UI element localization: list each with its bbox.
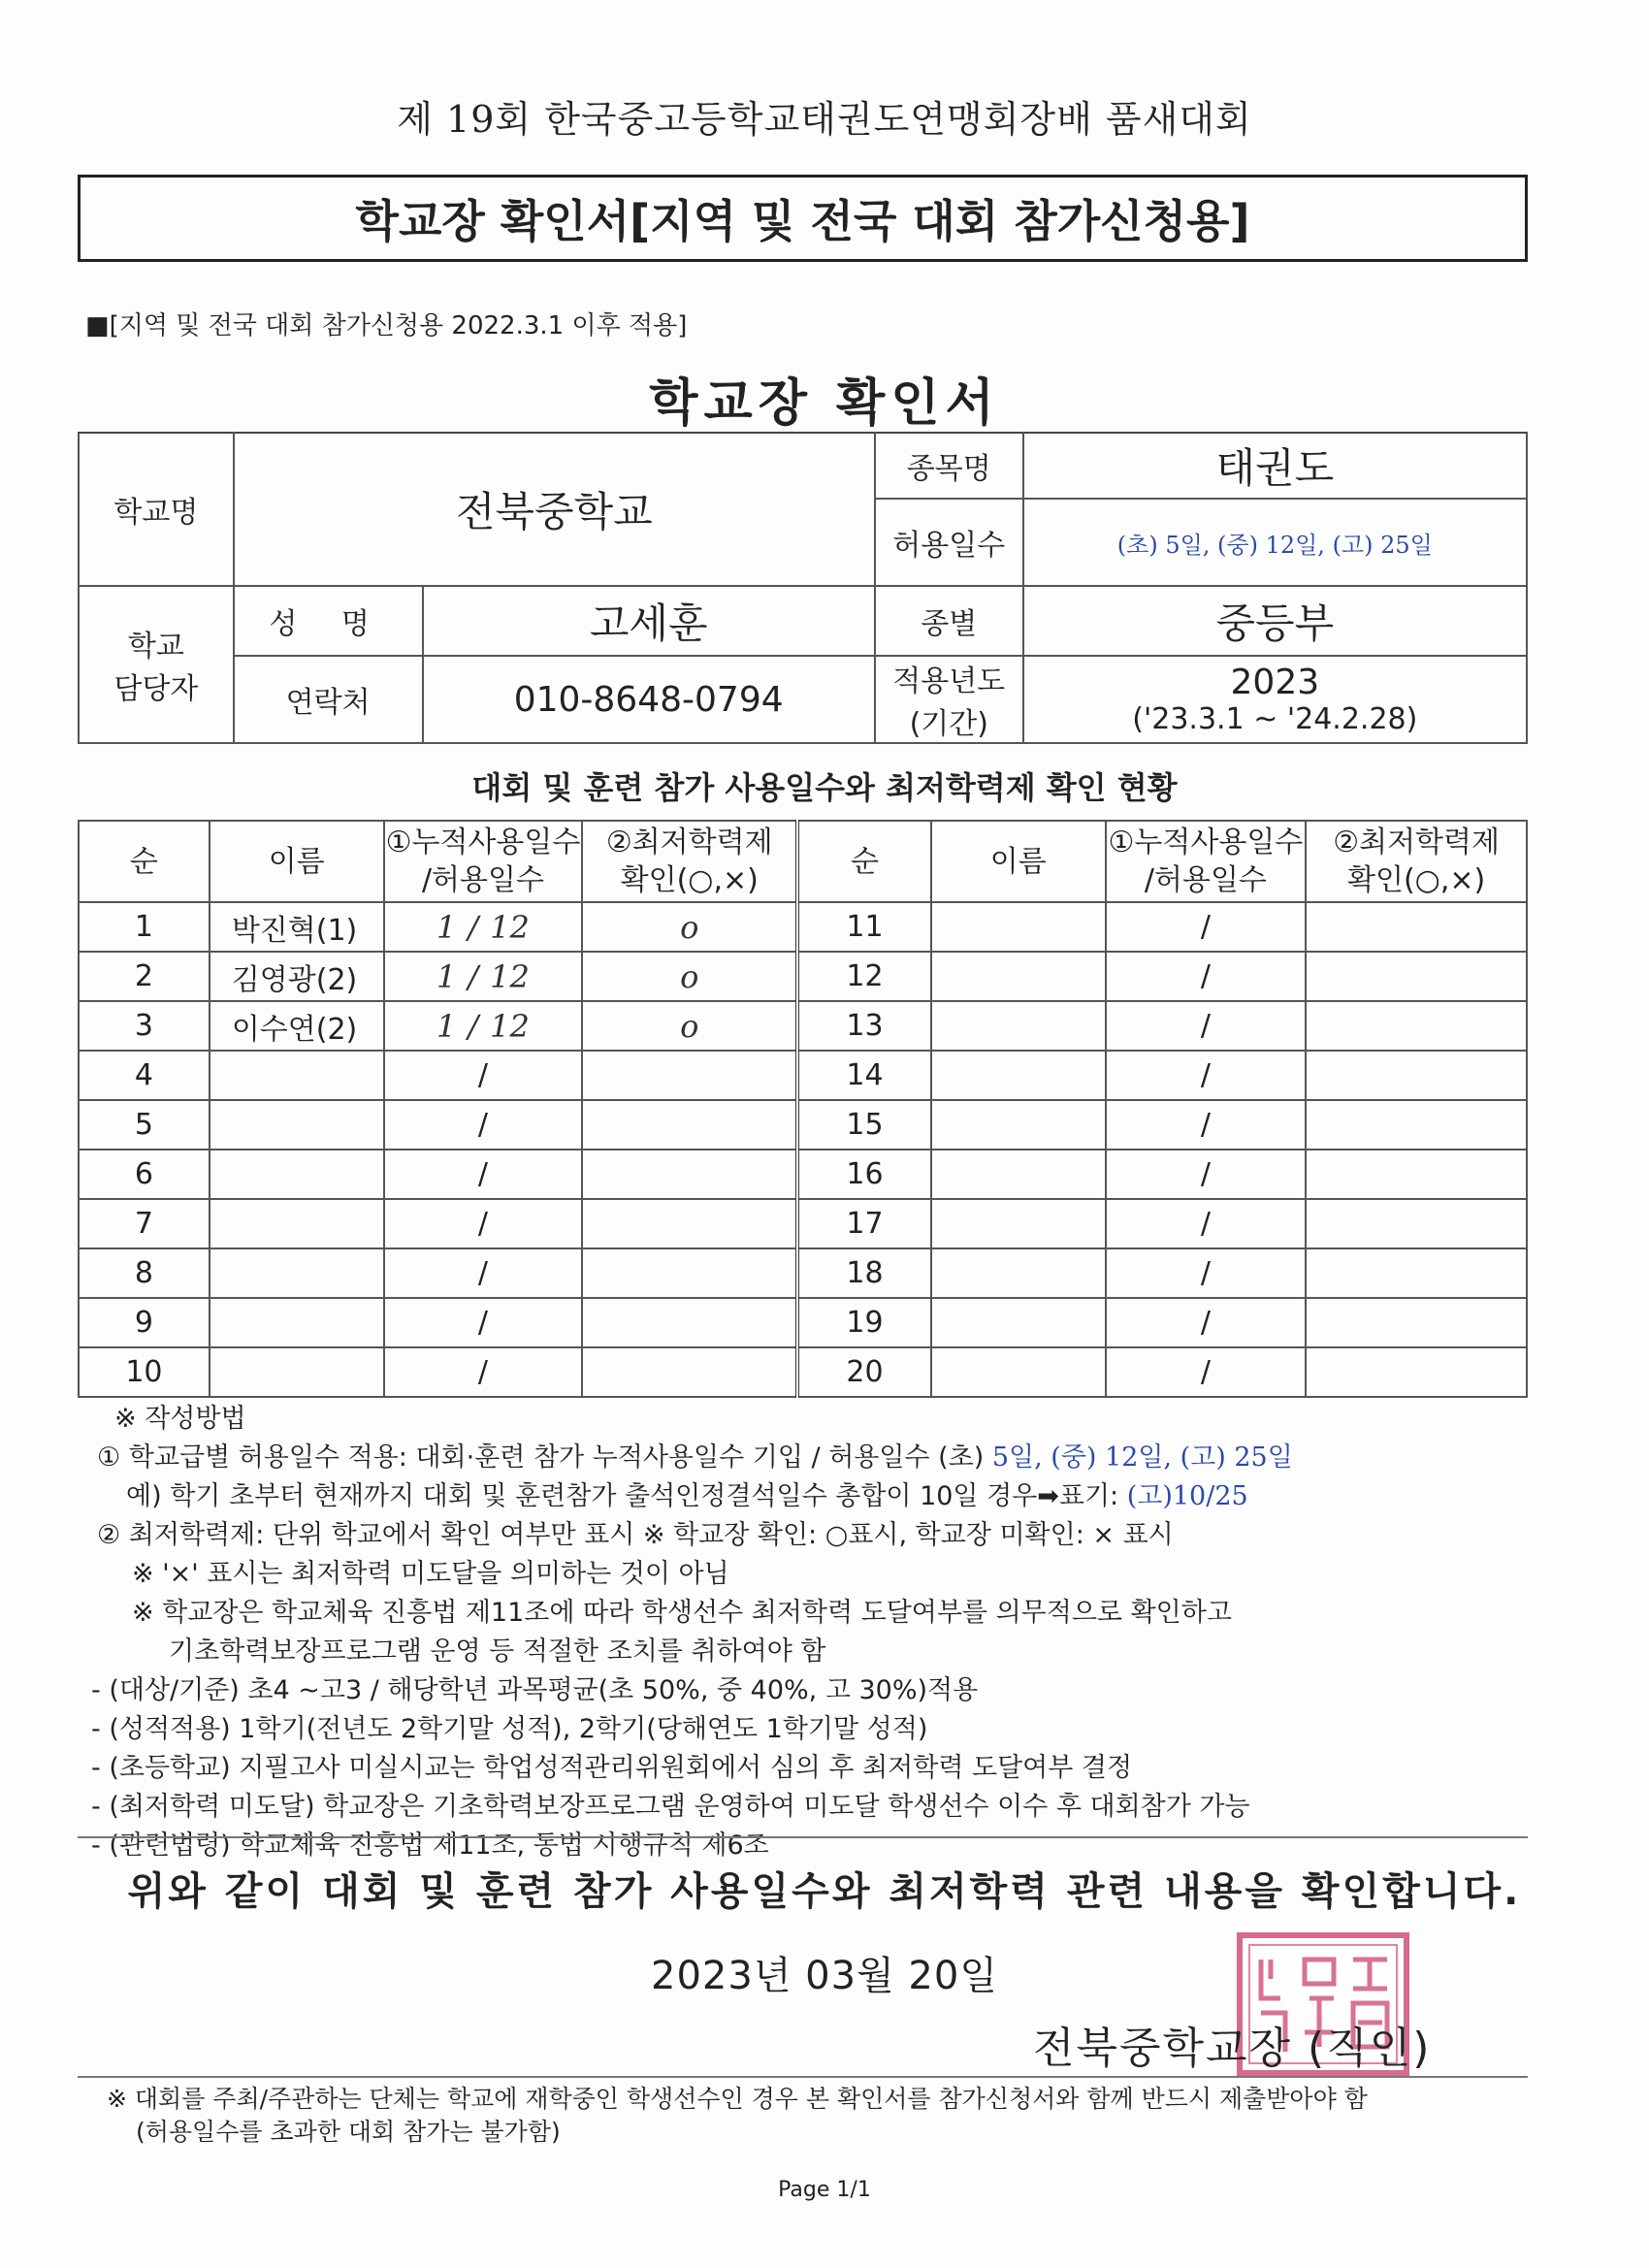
row-name-right (931, 1001, 1106, 1051)
year-label (875, 656, 1023, 743)
row-days-right: / (1106, 1001, 1307, 1051)
row-days (384, 952, 583, 1001)
table-row (79, 1199, 1527, 1248)
confirmation-statement: 위와 같이 대회 및 훈련 참가 사용일수와 최저학력 관련 내용을 확인합니다. (127, 1869, 1522, 1914)
row-check (582, 1248, 797, 1298)
row-no-right: 20 (797, 1347, 931, 1397)
row-check-right (1306, 1100, 1527, 1150)
footnote-line2: (허용일수를 초과한 대회 참가는 불가함) (136, 2118, 561, 2146)
col-check-right (1306, 821, 1527, 902)
form-note: ■[지역 및 전국 대회 참가신청용 2022.3.1 이후 적용] (85, 311, 688, 340)
year-label-line2: (기간) (909, 707, 988, 741)
row-name (210, 1150, 384, 1199)
signer-line (1033, 2013, 1431, 2075)
signer-name: 전북중학교장 (1033, 2024, 1293, 2073)
row-check-right (1306, 952, 1527, 1001)
table-row (79, 1150, 1527, 1199)
row-check (582, 1347, 797, 1397)
used-days: 1 (436, 957, 457, 995)
row-name-right (931, 1347, 1106, 1397)
divider (78, 1836, 1528, 1838)
note-2: ② 최저학력제: 단위 학교에서 확인 여부만 표시 ※ 학교장 확인: ○표시, 학교장 미확인: × 표시 (97, 1520, 1174, 1550)
col-no: 순 (79, 821, 210, 902)
contact-person-label (79, 586, 234, 743)
note-3: ※ '×' 표시는 최저학력 미도달을 의미하는 것이 아님 (132, 1559, 729, 1589)
table-row (79, 1051, 1527, 1100)
note-1b-tail: 표기: (1058, 1481, 1127, 1511)
row-check-right (1306, 1248, 1527, 1298)
row-name (210, 1199, 384, 1248)
allowed-days-value: (초) 5일, (중) 12일, (고) 25일 (1023, 499, 1527, 586)
slash: / (468, 957, 479, 995)
row-days: / (384, 1298, 583, 1347)
allowed-days: 12 (490, 908, 530, 946)
slash: / (468, 1007, 479, 1045)
row-days-right: / (1106, 1150, 1307, 1199)
row-days-right: / (1106, 1051, 1307, 1100)
row-days: / (384, 1248, 583, 1298)
row-days: / (384, 1150, 583, 1199)
row-no-right: 12 (797, 952, 931, 1001)
note-4b: 기초학력보장프로그램 운영 등 적절한 조치를 취하여야 함 (169, 1636, 826, 1667)
row-check (582, 1051, 797, 1100)
note-1b-value: (고)10/25 (1126, 1481, 1248, 1511)
col-check-line2: 확인(○,×) (620, 863, 759, 897)
row-name (210, 1100, 384, 1150)
used-days: 1 (436, 908, 457, 946)
bullet-2: - (성적적용) 1학기(전년도 2학기말 성적), 2학기(당해연도 1학기말 성적) (91, 1714, 928, 1744)
row-check-right (1306, 902, 1527, 952)
bullet-5: - (관련법령) 학교체육 진흥법 제11조, 동법 시행규칙 제6조 (91, 1831, 769, 1861)
row-check: o (582, 1001, 797, 1051)
row-no-right: 11 (797, 902, 931, 952)
school-label: 학교명 (79, 433, 234, 586)
table-row (79, 1298, 1527, 1347)
row-no-right: 14 (797, 1051, 931, 1100)
sport-value: 태권도 (1023, 433, 1527, 499)
box-title: 학교장 확인서[지역 및 전국 대회 참가신청용] (78, 175, 1528, 262)
row-name-right (931, 1199, 1106, 1248)
row-name (210, 1298, 384, 1347)
row-check-right (1306, 1051, 1527, 1100)
contact-person-label-line1: 학교 (127, 630, 184, 664)
col-days-right-line2: /허용일수 (1144, 863, 1267, 897)
note-1a-days: 5일, (중) 12일, (고) 25일 (991, 1442, 1293, 1473)
page-number: Page 1/1 (778, 2178, 871, 2202)
row-no-right: 17 (797, 1199, 931, 1248)
row-name-right (931, 1150, 1106, 1199)
row-no: 2 (79, 952, 210, 1001)
row-check-right (1306, 1347, 1527, 1397)
col-days-line1: ①누적사용일수 (385, 826, 581, 859)
row-days-right: / (1106, 1298, 1307, 1347)
row-check (582, 1199, 797, 1248)
category-value: 중등부 (1023, 586, 1527, 656)
col-days-line2: /허용일수 (421, 863, 544, 897)
col-name-right: 이름 (931, 821, 1106, 902)
table-row (79, 1248, 1527, 1298)
col-days-right (1106, 821, 1307, 902)
row-name: 이수연(2) (210, 1001, 384, 1051)
row-name: 박진혁(1) (210, 902, 384, 952)
bullet-1: - (대상/기준) 초4 ~고3 / 해당학년 과목평균(초 50%, 중 40%, 고 30%)적용 (91, 1675, 979, 1705)
sport-label: 종목명 (875, 433, 1023, 499)
year-value: 2023 (1230, 663, 1320, 702)
table-row (79, 1347, 1527, 1397)
category-label: 종별 (875, 586, 1023, 656)
row-check-right (1306, 1001, 1527, 1051)
allowed-days: 12 (490, 1007, 530, 1045)
row-days (384, 1001, 583, 1051)
row-no: 6 (79, 1150, 210, 1199)
row-days-right: / (1106, 902, 1307, 952)
row-no-right: 19 (797, 1298, 931, 1347)
row-check-right (1306, 1298, 1527, 1347)
row-days-right: / (1106, 1248, 1307, 1298)
period-value: ('23.3.1 ~ '24.2.28) (1132, 702, 1418, 736)
row-name-right (931, 1100, 1106, 1150)
row-name (210, 1347, 384, 1397)
event-title: 제 19회 한국중고등학교태권도연맹회장배 품새대회 (397, 98, 1252, 141)
section-title: 대회 및 훈련 참가 사용일수와 최저학력제 확인 현황 (471, 769, 1178, 806)
bullet-4: - (최저학력 미도달) 학교장은 기초학력보장프로그램 운영하여 미도달 학생선수 이수 후 대회참가 가능 (91, 1792, 1250, 1822)
row-name-right (931, 1298, 1106, 1347)
col-check-right-line1: ②최저학력제 (1333, 826, 1500, 859)
row-check (582, 1298, 797, 1347)
bullet-3: - (초등학교) 지필고사 미실시교는 학업성적관리위원회에서 심의 후 최저학력 도달여부 결정 (91, 1753, 1133, 1783)
note-1b-text: 예) 학기 초부터 현재까지 대회 및 훈련참가 출석인정결석일수 총합이 10일 경우 (126, 1481, 1038, 1511)
year-cell (1023, 656, 1527, 743)
row-no: 10 (79, 1347, 210, 1397)
row-days: / (384, 1199, 583, 1248)
col-days-right-line1: ①누적사용일수 (1108, 826, 1304, 859)
row-days: / (384, 1051, 583, 1100)
issue-date: 2023년 03월 20일 (651, 1954, 998, 1998)
row-days: / (384, 1100, 583, 1150)
row-check-right (1306, 1150, 1527, 1199)
row-days: / (384, 1347, 583, 1397)
allowed-days-label: 허용일수 (875, 499, 1023, 586)
col-name: 이름 (210, 821, 384, 902)
row-name (210, 1051, 384, 1100)
row-days-right: / (1106, 1347, 1307, 1397)
row-check-right (1306, 1199, 1527, 1248)
row-no-right: 16 (797, 1150, 931, 1199)
footnote (107, 2083, 1533, 2149)
row-days-right: / (1106, 1100, 1307, 1150)
participants-table (78, 820, 1528, 1398)
row-name (210, 1248, 384, 1298)
slash: / (468, 908, 479, 946)
seal-mark: (직인) (1308, 2024, 1432, 2073)
table-row (79, 902, 1527, 952)
writing-instructions (91, 1400, 1533, 1865)
row-check (582, 1150, 797, 1199)
footnote-line1: ※ 대회를 주최/주관하는 단체는 학교에 재학중인 학생선수인 경우 본 확인서를 참가신청서와 함께 반드시 제출받아야 함 (107, 2085, 1368, 2113)
phone-label: 연락처 (234, 656, 423, 743)
note-1b (97, 1477, 1533, 1516)
arrow-icon: ➡ (1037, 1481, 1059, 1511)
row-days-right: / (1106, 1199, 1307, 1248)
form-title: 학교장 확인서 (649, 374, 1000, 433)
table-row (79, 1001, 1527, 1051)
divider-bottom (78, 2076, 1528, 2078)
row-no: 9 (79, 1298, 210, 1347)
row-check (582, 1100, 797, 1150)
col-check-line1: ②최저학력제 (605, 826, 773, 859)
row-no: 4 (79, 1051, 210, 1100)
table-row (79, 1100, 1527, 1150)
row-days (384, 902, 583, 952)
table-row (79, 952, 1527, 1001)
notes-heading: ※ 작성방법 (114, 1404, 246, 1434)
note-1a-text: ① 학교급별 허용일수 적용: 대회·훈련 참가 누적사용일수 기입 / 허용일수 (초) (97, 1442, 985, 1473)
row-no-right: 18 (797, 1248, 931, 1298)
allowed-days: 12 (490, 957, 530, 995)
row-no: 7 (79, 1199, 210, 1248)
school-value: 전북중학교 (234, 433, 875, 586)
col-check (582, 821, 797, 902)
row-no: 8 (79, 1248, 210, 1298)
col-no-right: 순 (797, 821, 931, 902)
row-name-right (931, 1248, 1106, 1298)
col-check-right-line2: 확인(○,×) (1347, 863, 1486, 897)
note-1a (97, 1439, 1533, 1477)
used-days: 1 (436, 1007, 457, 1045)
row-days-right: / (1106, 952, 1307, 1001)
row-no-right: 13 (797, 1001, 931, 1051)
name-label: 성 명 (234, 586, 423, 656)
table-header-row (79, 821, 1527, 902)
row-name-right (931, 952, 1106, 1001)
row-no-right: 15 (797, 1100, 931, 1150)
row-check: o (582, 902, 797, 952)
row-name-right (931, 1051, 1106, 1100)
row-no: 5 (79, 1100, 210, 1150)
row-check: o (582, 952, 797, 1001)
row-no: 1 (79, 902, 210, 952)
phone-value: 010-8648-0794 (423, 656, 875, 743)
info-table (78, 432, 1528, 744)
row-name: 김영광(2) (210, 952, 384, 1001)
note-4a: ※ 학교장은 학교체육 진흥법 제11조에 따라 학생선수 최저학력 도달여부를 의무적으로 확인하고 (132, 1598, 1232, 1628)
col-days (384, 821, 583, 902)
contact-person-label-line2: 담당자 (113, 672, 199, 706)
name-value: 고세훈 (423, 586, 875, 656)
row-name-right (931, 902, 1106, 952)
year-label-line1: 적용년도 (892, 664, 1006, 698)
row-no: 3 (79, 1001, 210, 1051)
